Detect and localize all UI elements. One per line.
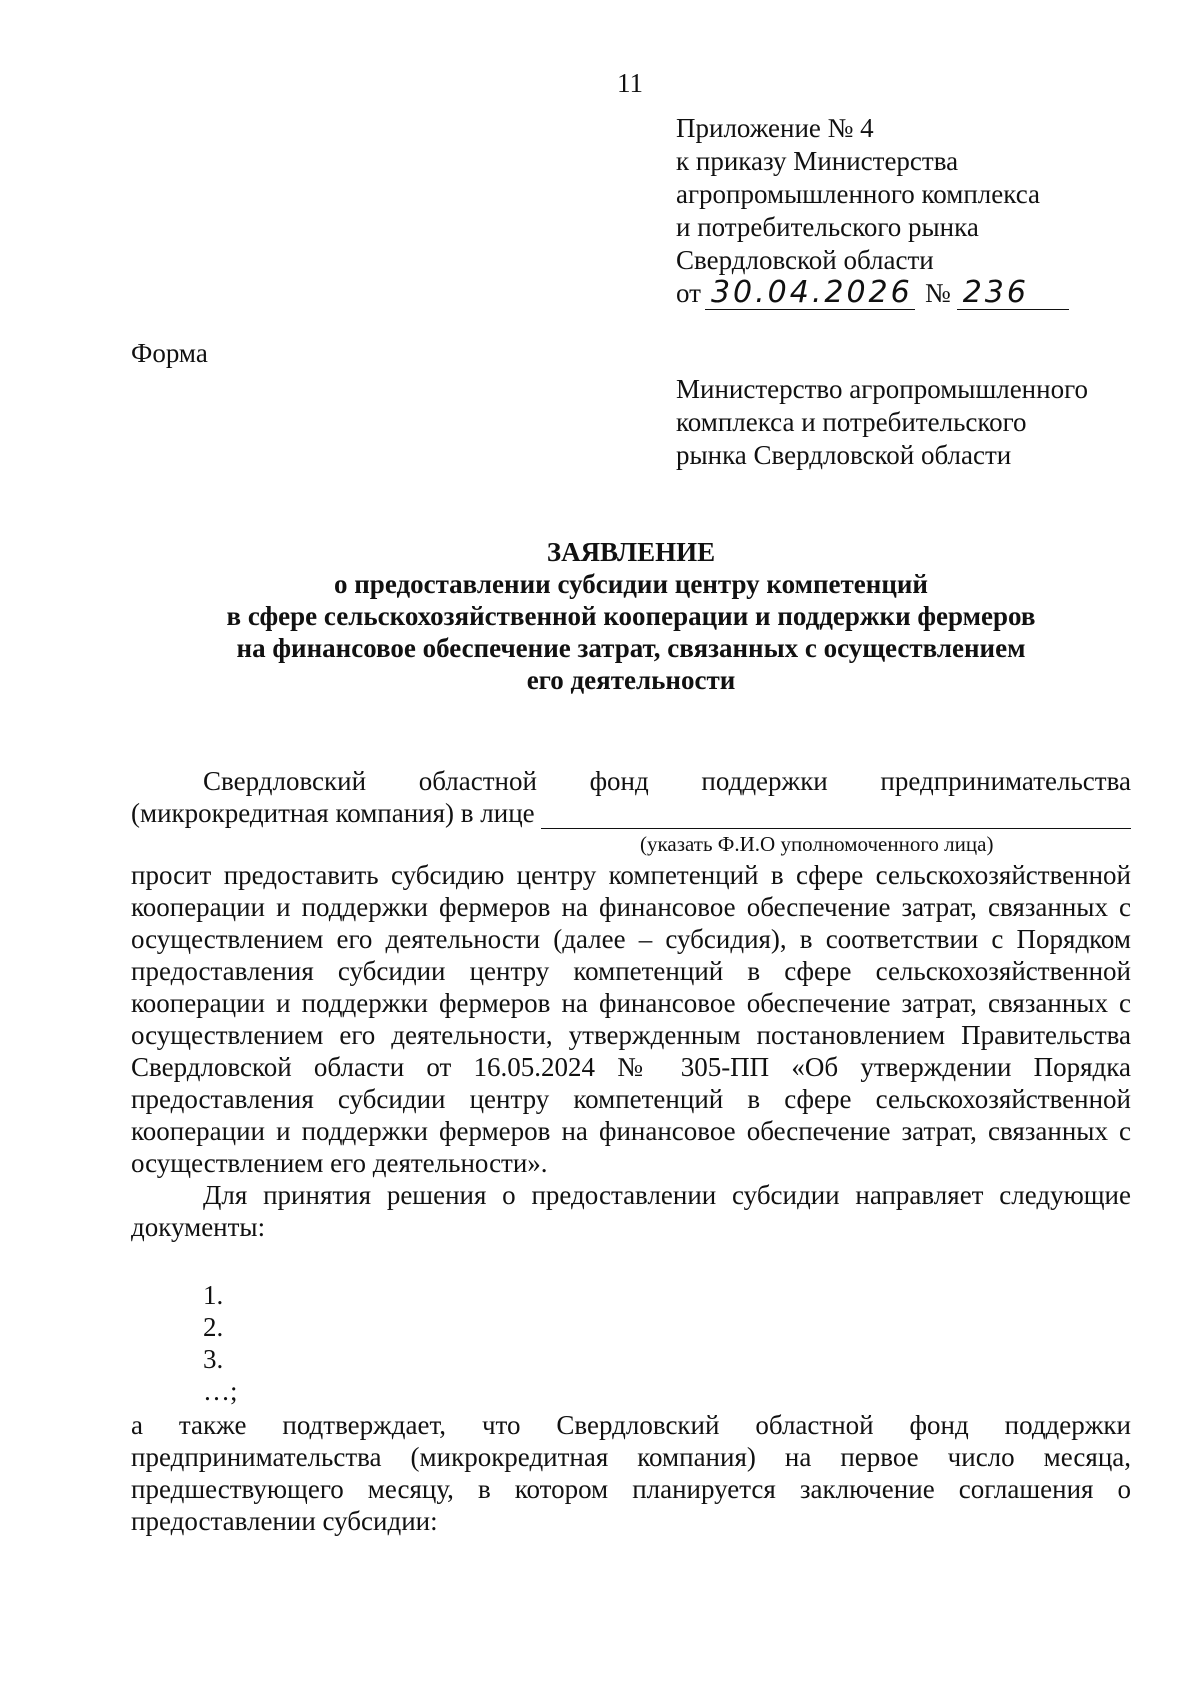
date-prefix: от	[676, 278, 701, 308]
intro-word: фонд	[589, 766, 649, 796]
intro-word: областной	[418, 766, 537, 796]
intro-block	[131, 765, 1131, 829]
addressee-line: комплекса и потребительского	[676, 407, 1027, 437]
documents-intro: Для принятия решения о предоставлении субсидии направляет следующие документы:	[131, 1180, 1131, 1242]
appendix-line: и потребительского рынка	[676, 212, 979, 242]
intro-word: Свердловский	[203, 766, 367, 796]
appendix-block	[676, 112, 1069, 310]
appendix-line: Приложение № 4	[676, 113, 874, 143]
fill-line-hint: (указать Ф.И.О уполномоченного лица)	[640, 832, 994, 856]
document-list-item: 3.	[203, 1344, 224, 1374]
intro-word: поддержки	[701, 766, 828, 796]
intro-first-line	[131, 765, 1131, 797]
closing-paragraph: а также подтверждает, что Свердловский областной фонд поддержки предпринимательства (микрокредитная компания) на первое число месяца, предшествующего месяцу, в котором планируется заключение соглашения о предоставлении субсидии:	[131, 1410, 1131, 1536]
document-list-item: 2.	[203, 1312, 224, 1342]
authorized-person-fill-line[interactable]	[541, 802, 1131, 829]
title-line: в сфере сельскохозяйственной кооперации и поддержки фермеров	[226, 601, 1036, 631]
addressee-block	[676, 373, 1088, 472]
main-paragraph: просит предоставить субсидию центру компетенций в сфере сельскохозяйственной кооперации и поддержки фермеров на финансовое обеспечение затрат, связанных с осуществлением его деятельности (далее – субсидия), в соответствии с Порядком предоставления субсидии центру компетенций в сфере сельскохозяйственной кооперации и поддержки фермеров на финансовое обеспечение затрат, связанных с осуществлением его деятельности, утвержденным постановлением Правительства Свердловской области от 16.05.2024 № 305-ПП «Об утверждении Порядка предоставления субсидии центру компетенций в сфере сельскохозяйственной кооперации и поддержки фермеров на финансовое обеспечение затрат, связанных с осуществлением его деятельности».	[131, 860, 1131, 1178]
addressee-line: Министерство агропромышленного	[676, 374, 1088, 404]
title-heading: ЗАЯВЛЕНИЕ	[546, 537, 716, 567]
appendix-line: к приказу Министерства	[676, 146, 959, 176]
intro-text: (микрокредитная компания) в лице	[131, 798, 535, 828]
addressee-line: рынка Свердловской области	[676, 440, 1012, 470]
document-list-item: 1.	[203, 1280, 224, 1310]
title-line: на финансовое обеспечение затрат, связанных с осуществлением	[236, 633, 1026, 663]
order-date-number-line	[676, 277, 1069, 310]
number-prefix: №	[924, 278, 951, 308]
handwritten-number: 236	[957, 278, 1069, 310]
appendix-line: Свердловской области	[676, 245, 934, 275]
form-label: Форма	[131, 338, 208, 368]
document-title	[131, 536, 1131, 696]
main-paragraph-block	[131, 859, 1131, 1243]
handwritten-date: 30.04.2026	[705, 278, 915, 310]
page-number: 11	[617, 68, 643, 98]
documents-list	[203, 1279, 238, 1407]
appendix-line: агропромышленного комплекса	[676, 179, 1040, 209]
title-line: о предоставлении субсидии центру компетенций	[334, 569, 928, 599]
title-line: его деятельности	[526, 665, 736, 695]
intro-word: предпринимательства	[880, 766, 1131, 796]
intro-second-line	[131, 797, 1131, 829]
document-list-item: …;	[203, 1376, 238, 1406]
closing-paragraph-block	[131, 1409, 1131, 1537]
